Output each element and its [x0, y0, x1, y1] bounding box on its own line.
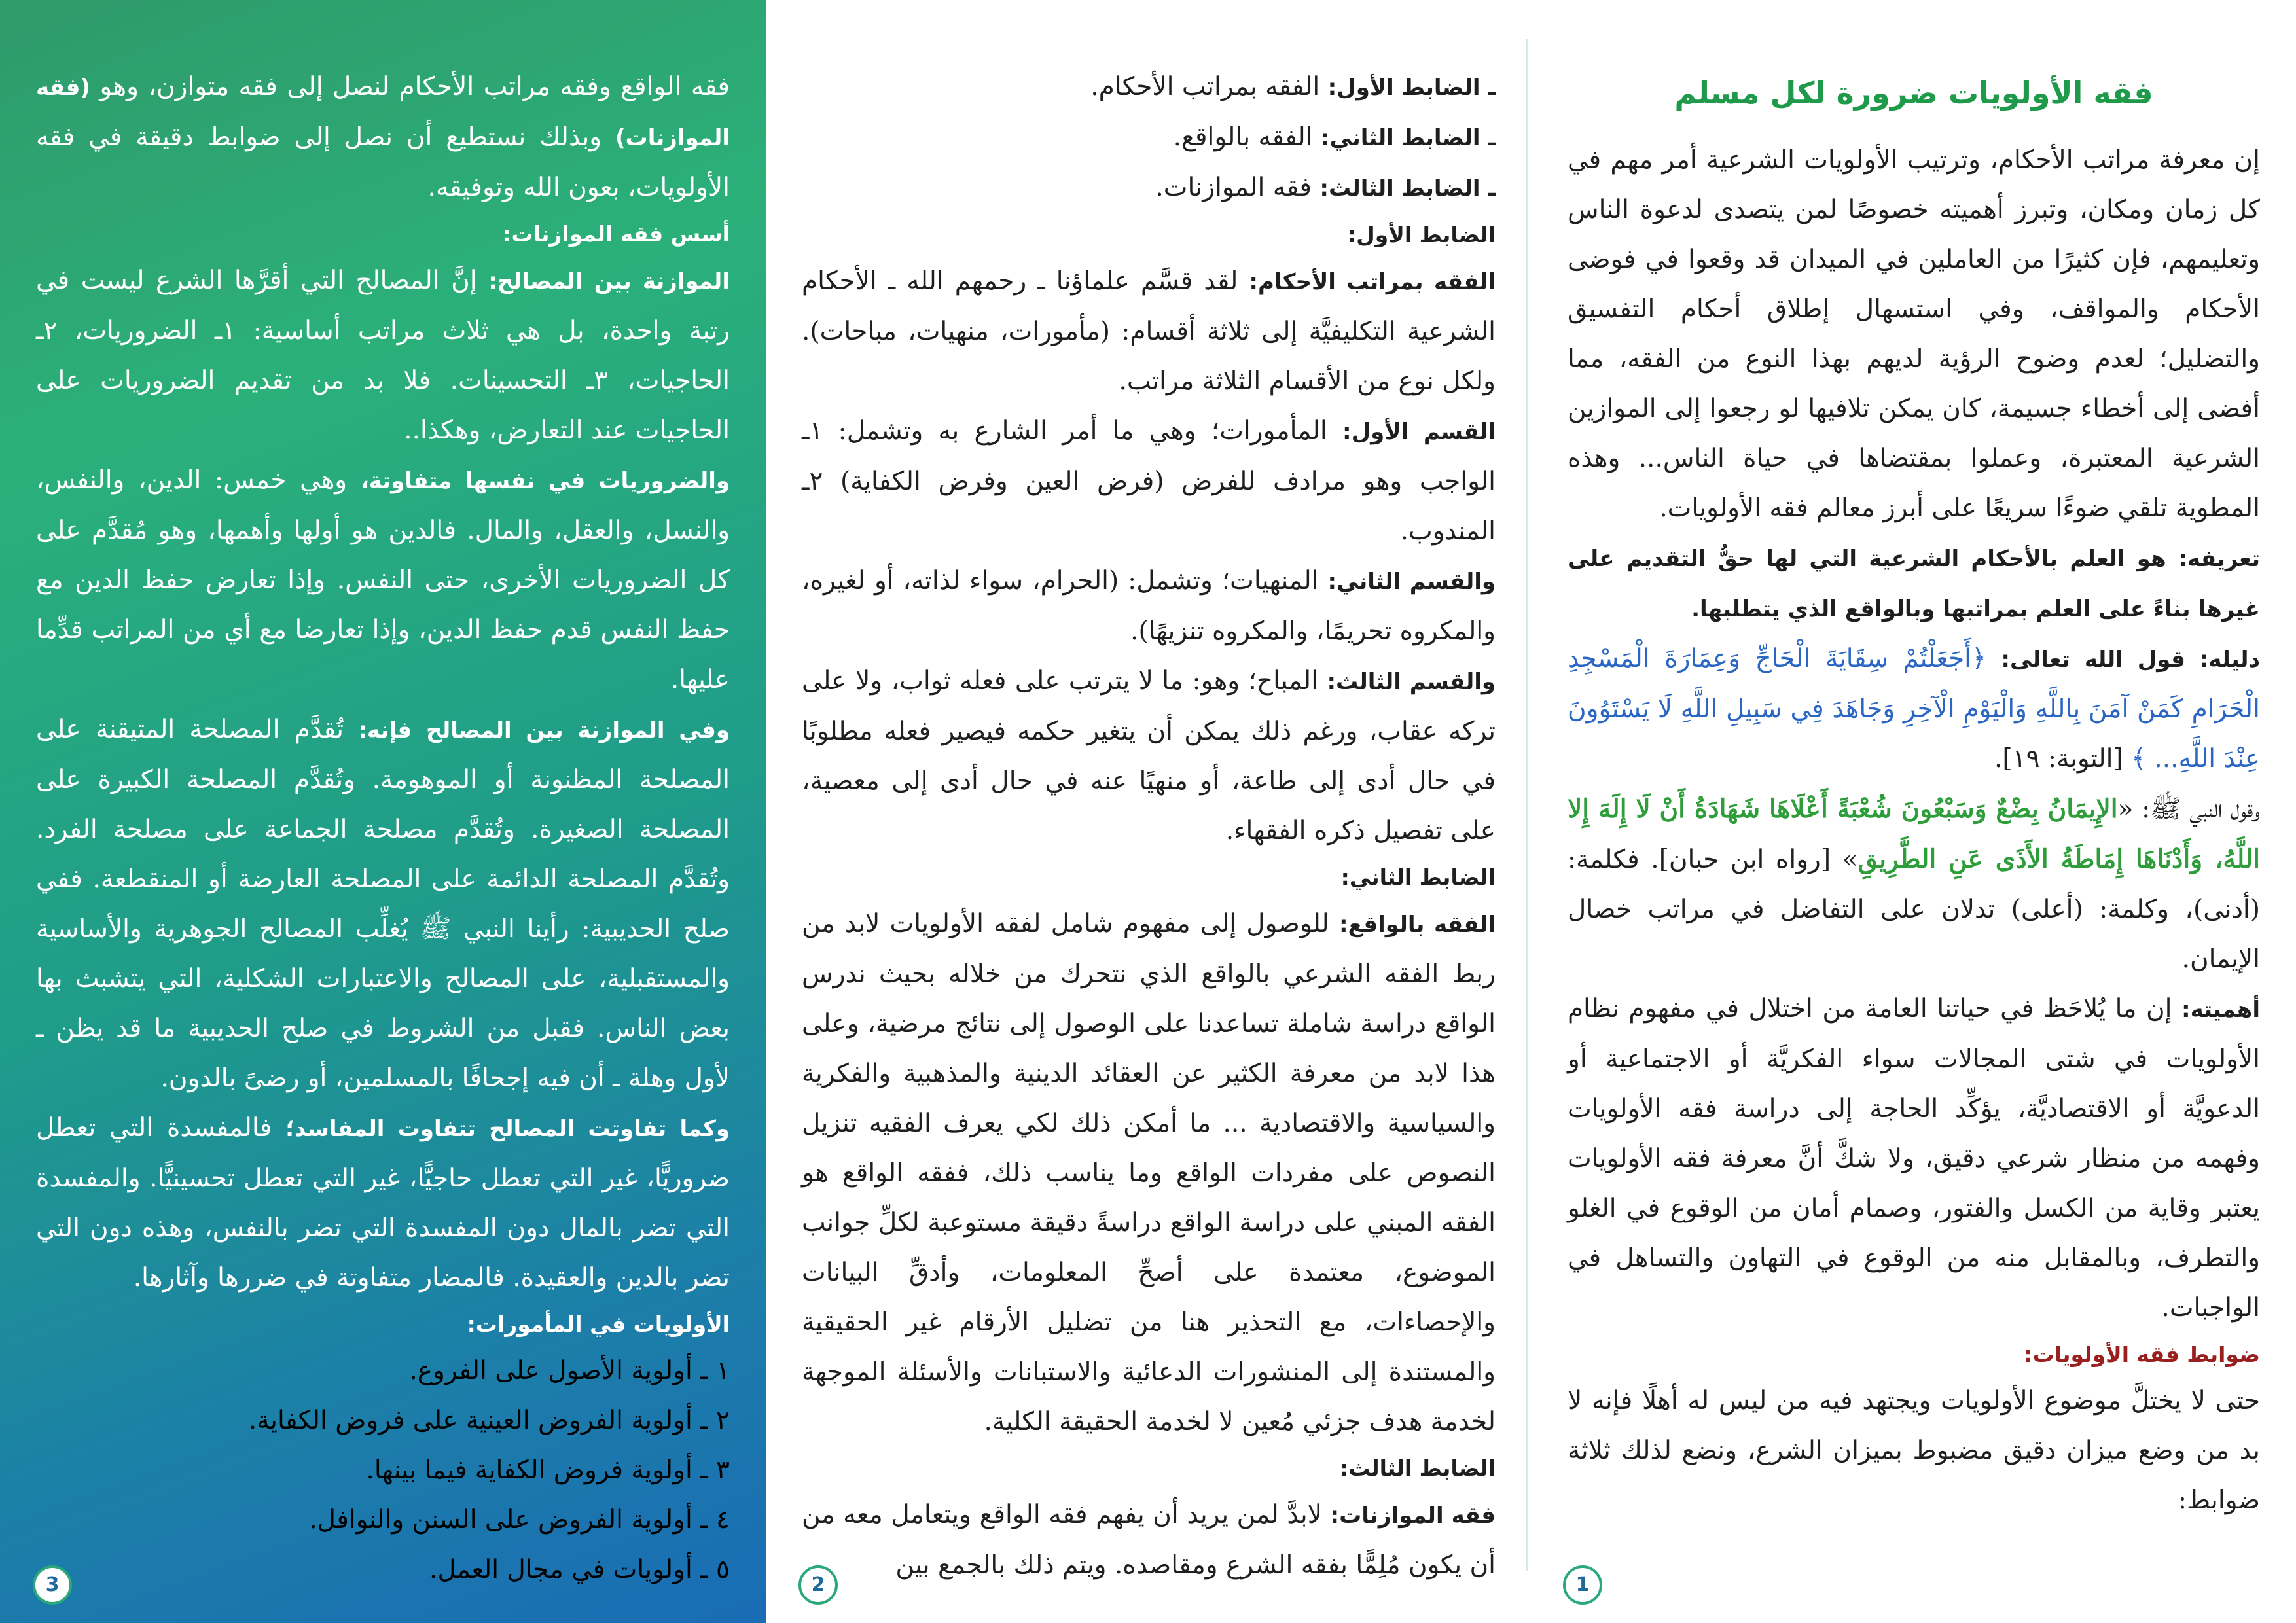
- balance-interests-paragraph: الموازنة بين المصالح: إنَّ المصالح التي أقرَّها الشرع ليست في رتبة واحدة، بل هي ثلاث مراتب أساسية: ١ـ الضروريات، ٢ـ الحاجيات، ٣ـ التحسينات. فلا بد من تقديم الضروريات على الحاجيات عند التعارض، وهكذا..: [36, 266, 730, 445]
- panel-2: [766, 0, 1532, 1623]
- control-list-item: ـ الضابط الثاني: الفقه بالواقع.: [1173, 122, 1496, 152]
- intro-paragraph: إن معرفة مراتب الأحكام، وترتيب الأولويات الشرعية أمر مهم في كل زمان ومكان، وتبرز أهميته خصوصًا لمن يتصدى لدعوة الناس وتعليمهم، فإن كثيرًا من العاملين في الميدان قد وقعوا في فوضى الأحكام والمواقف، وفي استسهال إطلاق أحكام التفسيق والتضليل؛ لعدم وضوح الرؤية لديهم بهذا النوع من الفقه، مما أفضى إلى أخطاء جسيمة، كان يمكن تلافيها لو رجعوا إلى الموازين الشرعية المعتبرة، وعملوا بمقتضاها في حياة الناس... وهذه المطوية تلقي ضوءًا سريعًا على أبرز معالم فقه الأولويات.: [1568, 145, 2260, 523]
- control-list-item: ـ الضابط الأول: الفقه بمراتب الأحكام.: [1090, 72, 1496, 101]
- page-number-2: 2: [798, 1565, 838, 1605]
- priorities-commands-heading: الأولويات في المأمورات:: [467, 1311, 730, 1337]
- panel-2-column: [802, 62, 1496, 1580]
- panel-3: [0, 0, 766, 1623]
- panel-divider: [1526, 39, 1528, 1571]
- harms-paragraph: وكما تفاوتت المصالح تتفاوت المفاسد؛ فالمفسدة التي تعطل ضروريًّا، غير التي تعطل حاجيًّا، غير التي تعطل تحسينيًّا. والمفسدة التي تضر بالمال دون المفسدة التي تضر بالنفس، وهذه دون التي تضر بالدين والعقيدة. فالمضار متفاوتة في ضررها وآثارها.: [36, 1113, 730, 1293]
- interests-rules-paragraph: وفي الموازنة بين المصالح فإنه: تُقدَّم المصلحة المتيقنة على المصلحة المظنونة أو الموهومة. وتُقدَّم المصلحة الكبيرة على المصلحة الصغيرة. وتُقدَّم مصلحة الجماعة على مصلحة الفرد. وتُقدَّم المصلحة الدائمة على المصلحة العارضة أو المنقطعة. ففي صلح الحديبية: رأينا النبي ﷺ يُغلِّب المصالح الجوهرية والأساسية والمستقبلية، على المصالح والاعتبارات الشكلية، التي يتشبث بها بعض الناس. فقبل من الشروط في صلح الحديبية ما قد يظن ـ لأول وهلة ـ أن فيه إجحافًا بالمسلمين، أو رضىً بالدون.: [36, 715, 730, 1093]
- panel-3-column: [36, 62, 730, 1584]
- section-3-paragraph: والقسم الثالث: المباح؛ وهو: ما لا يترتب على فعله ثواب، ولا على تركه عقاب، ورغم ذلك يمكن أن يتغير حكمه فيصير فعله مطلوبًا في حال أدى إلى طاعة، أو منهيًا عنه في حال أدى إلى معصية، على تفصيل ذكره الفقهاء.: [802, 666, 1496, 846]
- necessities-paragraph: والضروريات في نفسها متفاوتة، وهي خمس: الدين، والنفس، والنسل، والعقل، والمال. فالدين هو أولها وأهمها، وهو مُقدَّم على كل الضروريات الأخرى، حتى النفس. وإذا تعارض حفظ الدين مع حفظ النفس قدم حفظ الدين، وإذا تعارضا مع أي من المراتب قدِّما عليها.: [36, 465, 730, 694]
- rulings-ranks-paragraph: الفقه بمراتب الأحكام: لقد قسَّم علماؤنا ـ رحمهم الله ـ الأحكام الشرعية التكليفيَّة إلى ثلاثة أقسام: (مأمورات، منهيات، مباحات). ولكل نوع من الأقسام الثلاثة مراتب.: [802, 266, 1496, 396]
- panel-1: [1532, 0, 2296, 1623]
- priority-item: ٤ ـ أولوية الفروض على السنن والنوافل.: [309, 1505, 730, 1535]
- balancing-paragraph: فقه الموازنات: لابدَّ لمن يريد أن يفهم فقه الواقع ويتعامل معه من أن يكون مُلِمًّا بفقه الشرع ومقاصده. ويتم ذلك بالجمع بين: [802, 1500, 1496, 1580]
- priority-item: ١ ـ أولوية الأصول على الفروع.: [409, 1356, 730, 1385]
- section-2-paragraph: والقسم الثاني: المنهيات؛ وتشمل: (الحرام، سواء لذاته، أو لغيره، والمكروه تحريمًا، والمكروه تنزيهًا).: [802, 566, 1496, 646]
- second-control-heading: الضابط الثاني:: [1340, 865, 1496, 890]
- first-control-heading: الضابط الأول:: [1347, 222, 1496, 247]
- priority-item: ٢ ـ أولوية الفروض العينية على فروض الكفاية.: [248, 1406, 730, 1435]
- importance-paragraph: أهميته: إن ما يُلاحَظ في حياتنا العامة من اختلال في مفهوم نظام الأولويات في شتى المجالات سواء الفكريَّة أو الاجتماعية أو الدعويَّة أو الاقتصاديَّة، يؤكِّد الحاجة إلى دراسة فقه الأولويات وفهمه من منظار شرعي دقيق، ولا شكَّ أنَّ معرفة فقه الأولويات يعتبر وقاية من الكسل والفتور، وصمام أمان من الوقوع في الغلو والتطرف، وبالمقابل منه من الوقوع في التهاون والتساهل في الواجبات.: [1568, 994, 2260, 1323]
- section-1-paragraph: القسم الأول: المأمورات؛ وهي ما أمر الشارع به وتشمل: ١ـ الواجب وهو مرادف للفرض (فرض العين وفرض الكفاية) ٢ـ المندوب.: [802, 416, 1496, 546]
- definition-paragraph: تعريفه: هو العلم بالأحكام الشرعية التي لها حقُّ التقديم على غيرها بناءً على العلم بمراتبها وبالواقع الذي يتطلبها.: [1568, 546, 2260, 622]
- page-number-3: 3: [33, 1565, 72, 1605]
- control-list-item: ـ الضابط الثالث: فقه الموازنات.: [1155, 173, 1496, 202]
- priority-item: ٣ ـ أولوية فروض الكفاية فيما بينها.: [366, 1455, 730, 1485]
- panel-1-column: [1568, 62, 2260, 1544]
- balancing-basics-heading: أسس فقه الموازنات:: [503, 221, 730, 247]
- controls-paragraph: حتى لا يختلَّ موضوع الأولويات ويجتهد فيه من ليس له أهلًا فإنه لا بد من وضع ميزان دقيق مضبوط بميزان الشرع، ونضع لذلك ثلاثة ضوابط:: [1568, 1386, 2260, 1515]
- brochure-title: فقه الأولويات ضرورة لكل مسلم: [1674, 75, 2153, 111]
- controls-heading: ضوابط فقه الأولويات:: [2024, 1342, 2260, 1367]
- page-number-1: 1: [1563, 1565, 1602, 1605]
- hadith-paragraph: وقول النبي ﷺ: «الإِيمَانُ بِضْعٌ وَسَبْعُونَ شُعْبَةً أَعْلَاهَا شَهَادَةُ أَنْ لَا إِلَهَ إِلا اللَّهُ، وَأَدْنَاهَا إِمَاطَةُ الأَذَى عَنِ الطَّرِيقِ» [رواه ابن حبان]. فكلمة: (أدنى)، وكلمة: (أعلى) تدلان على التفاضل في مراتب خصال الإيمان.: [1568, 794, 2261, 974]
- hadith-text: الإِيمَانُ بِضْعٌ وَسَبْعُونَ شُعْبَةً أَعْلَاهَا شَهَادَةُ أَنْ لَا إِلَهَ إِلا اللَّهُ، وَأَدْنَاهَا إِمَاطَةُ الأَذَى عَنِ الطَّرِيقِ: [1568, 794, 2260, 874]
- priority-item: ٥ ـ أولويات في مجال العمل.: [429, 1555, 730, 1584]
- reality-paragraph: الفقه بالواقع: للوصول إلى مفهوم شامل لفقه الأولويات لابد من ربط الفقه الشرعي بالواقع الذي نتحرك من خلاله بحيث ندرس الواقع دراسة شاملة تساعدنا على الوصول إلى نتائج مرضية، وعلى هذا لابد من معرفة الكثير عن العقائد الدينية والمذهبية والفكرية والسياسية والاقتصادية ... ما أمكن ذلك لكي يعرف الفقيه تنزيل النصوص على مفردات الواقع وما يناسب ذلك، ففقه الواقع هو الفقه المبني على دراسة الواقع دراسةً دقيقة مستوعبة لكلِّ جوانب الموضوع، معتمدة على أصحِّ المعلومات، وأدقِّ البيانات والإحصاءات، مع التحذير هنا من تضليل الأرقام غير الحقيقية والمستندة إلى المنشورات الدعائية والاستبانات والأسئلة الموجهة لخدمة هدف جزئي مُعين لا لخدمة الحقيقة الكلية.: [802, 909, 1496, 1436]
- third-control-heading: الضابط الثالث:: [1340, 1455, 1496, 1481]
- quran-verse: ﴿أَجَعَلْتُمْ سِقَايَةَ الْحَاجِّ وَعِمَارَةَ الْمَسْجِدِ الْحَرَامِ كَمَنْ آمَنَ بِاللَّهِ وَالْيَوْمِ الْآخِرِ وَجَاهَدَ فِي سَبِيلِ اللَّهِ لَا يَسْتَوُونَ عِنْدَ اللَّهِ... ﴾: [1568, 644, 2260, 774]
- proof-paragraph: دليله: قول الله تعالى: ﴿أَجَعَلْتُمْ سِقَايَةَ الْحَاجِّ وَعِمَارَةَ الْمَسْجِدِ الْحَرَامِ كَمَنْ آمَنَ بِاللَّهِ وَالْيَوْمِ الْآخِرِ وَجَاهَدَ فِي سَبِيلِ اللَّهِ لَا يَسْتَوُونَ عِنْدَ اللَّهِ... ﴾ [التوبة: ١٩].: [1568, 644, 2260, 774]
- panel-3-intro: فقه الواقع وفقه مراتب الأحكام لنصل إلى فقه متوازن، وهو (فقه الموازنات) وبذلك نستطيع أن نصل إلى ضوابط دقيقة في فقه الأولويات، بعون الله وتوفيقه.: [36, 72, 730, 202]
